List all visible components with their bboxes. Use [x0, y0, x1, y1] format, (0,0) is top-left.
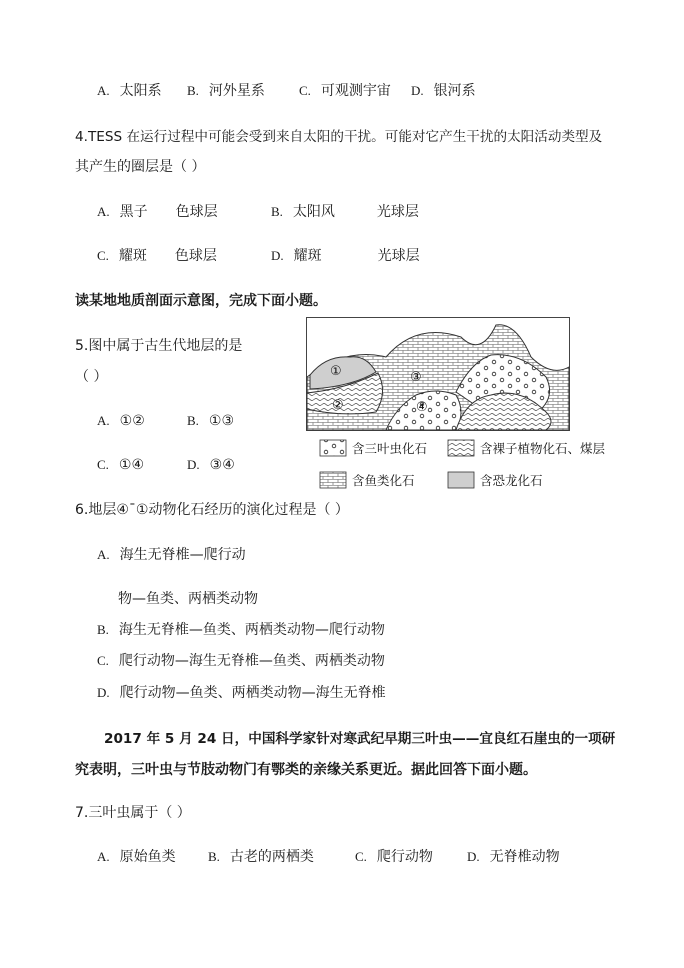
q5-option-a[interactable]: [97, 411, 145, 431]
legend-swatch-trilobite: [320, 440, 346, 456]
option-label: C.: [97, 457, 109, 472]
legend-swatch-fish: [320, 472, 346, 488]
passage-line1: 2017 年 5 月 24 日，中国科学家针对寒武纪早期三叶虫——宜良红石崖虫的一项研: [104, 731, 616, 747]
option-label: D.: [187, 457, 200, 472]
geologic-cross-section-figure: [306, 317, 622, 495]
legend-fish: 含鱼类化石: [352, 473, 415, 488]
option-label: B.: [187, 413, 199, 428]
option-text: 海生无脊椎—鱼类、两栖类动物—爬行动物: [118, 622, 385, 638]
legend-trilobite: 含三叶虫化石: [352, 441, 428, 456]
q7-option-b[interactable]: [208, 847, 314, 867]
option-label: B.: [208, 849, 220, 864]
layer-label-1: ①: [330, 364, 342, 379]
geologic-figure-svg: [306, 317, 622, 495]
q3-option-d[interactable]: [411, 81, 476, 101]
option-text: 无脊椎动物: [489, 849, 560, 865]
q7-option-c[interactable]: [355, 847, 433, 867]
option-label: B.: [271, 204, 283, 219]
option-label: A.: [97, 204, 110, 219]
passage-line2: 究表明，三叶虫与节肢动物门有鄂类的亲缘关系更近。据此回答下面小题。: [75, 762, 537, 778]
q5-stem: 5.图中属于古生代地层的是: [75, 338, 243, 354]
legend-gymnosperm: 含裸子植物化石、煤层: [480, 441, 606, 456]
q5-paren: （ ）: [75, 369, 108, 385]
option-layer: 色球层: [175, 204, 218, 220]
option-text: ①②: [119, 413, 145, 429]
option-text: ①③: [208, 413, 235, 429]
option-label: D.: [271, 248, 284, 263]
legend-swatch-dinosaur: [448, 472, 474, 488]
legend-swatch-gymnosperm: [448, 440, 474, 456]
option-text-line1: 海生无脊椎—爬行动: [119, 547, 246, 563]
q4-option-b[interactable]: [271, 202, 419, 222]
q7-option-a[interactable]: [97, 847, 176, 867]
option-label: B.: [187, 83, 199, 98]
q6-option-d[interactable]: [97, 683, 386, 703]
option-label: A.: [97, 83, 110, 98]
q4-option-d[interactable]: [271, 246, 420, 266]
option-label: C.: [355, 849, 367, 864]
q4-stem-line2: 其产生的圈层是（ ）: [75, 159, 206, 175]
option-label: D.: [411, 83, 424, 98]
option-activity: 耀斑: [118, 248, 147, 264]
option-label: A.: [97, 547, 110, 562]
option-text: 爬行动物: [376, 849, 433, 865]
option-text: 古老的两栖类: [229, 849, 314, 865]
option-text: ③④: [209, 457, 235, 473]
option-text: 太阳系: [119, 83, 162, 99]
q7-stem: 7.三叶虫属于（ ）: [75, 805, 191, 821]
q3-option-a[interactable]: [97, 81, 162, 101]
option-text: 爬行动物—海生无脊椎—鱼类、两栖类动物: [118, 653, 385, 669]
q4-option-c[interactable]: [97, 246, 217, 266]
q5-option-d[interactable]: [187, 455, 235, 475]
q5-option-b[interactable]: [187, 411, 234, 431]
option-label: C.: [97, 653, 109, 668]
q4-option-a[interactable]: [97, 202, 218, 222]
option-text: 爬行动物—鱼类、两栖类动物—海生无脊椎: [119, 685, 386, 701]
option-text: 河外星系: [208, 83, 265, 99]
option-text: 原始鱼类: [119, 849, 176, 865]
q3-option-b[interactable]: [187, 81, 265, 101]
q7-option-d[interactable]: [467, 847, 560, 867]
option-label: B.: [97, 622, 109, 637]
q6-option-a-line2: 物—鱼类、两栖类动物: [118, 591, 258, 607]
option-activity: 耀斑: [293, 248, 322, 264]
q5-option-c[interactable]: [97, 455, 144, 475]
option-activity: 黑子: [119, 204, 148, 220]
q6-stem: 6.地层④¯①动物化石经历的演化过程是（ ）: [75, 502, 349, 518]
q6-option-c[interactable]: [97, 651, 385, 671]
option-layer: 色球层: [174, 248, 217, 264]
option-label: D.: [467, 849, 480, 864]
q4-stem-line1: 4.TESS 在运行过程中可能会受到来自太阳的干扰。可能对它产生干扰的太阳活动类型及: [75, 129, 603, 145]
legend-dinosaur: 含恐龙化石: [480, 473, 543, 488]
figure-legend: [320, 440, 606, 488]
option-label: A.: [97, 413, 110, 428]
section-intro: 读某地地质剖面示意图，完成下面小题。: [75, 293, 327, 309]
q3-option-c[interactable]: [299, 81, 391, 101]
option-label: A.: [97, 849, 110, 864]
option-layer: 光球层: [376, 204, 419, 220]
option-label: C.: [299, 83, 311, 98]
option-text: 可观测宇宙: [320, 83, 391, 99]
option-label: D.: [97, 685, 110, 700]
layer-label-2: ②: [332, 398, 344, 413]
option-activity: 太阳风: [292, 204, 335, 220]
option-text: ①④: [118, 457, 145, 473]
q6-option-a[interactable]: [97, 545, 246, 565]
option-label: C.: [97, 248, 109, 263]
layer-label-3: ③: [410, 370, 422, 385]
layer-label-4: ④: [416, 400, 428, 415]
option-layer: 光球层: [377, 248, 420, 264]
option-text: 银河系: [433, 83, 476, 99]
q6-option-b[interactable]: [97, 620, 385, 640]
